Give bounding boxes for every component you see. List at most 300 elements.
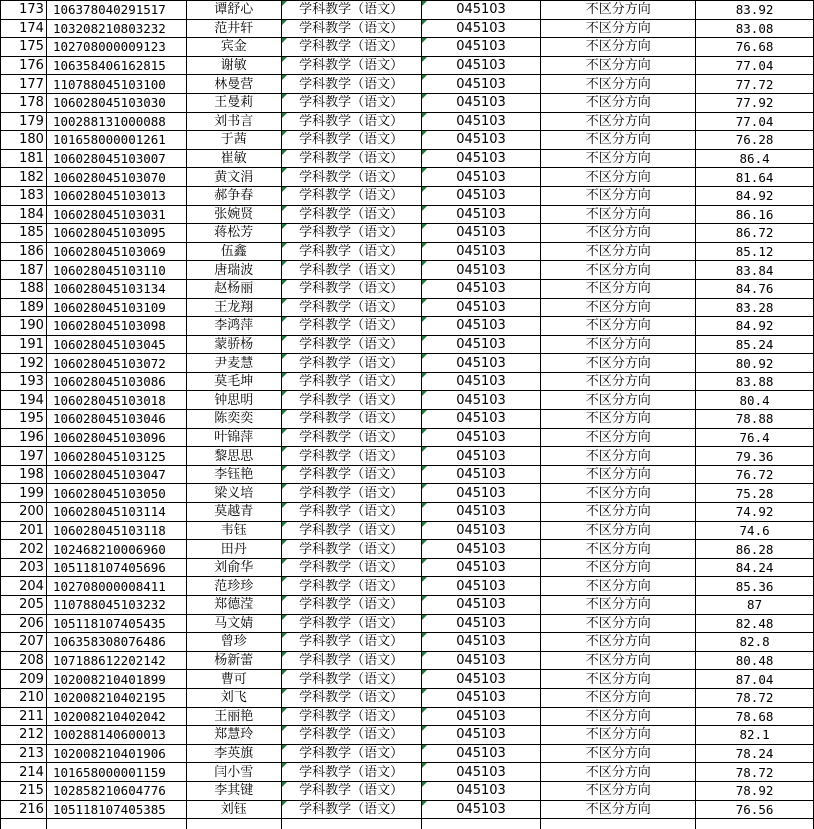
cell-major[interactable]: 学科教学（语文） [281, 131, 421, 150]
cell-direction[interactable]: 不区分方向 [541, 149, 696, 168]
cell-index[interactable]: 210 [1, 688, 47, 707]
cell-candidate-number[interactable]: 106028045103125 [46, 447, 186, 466]
cell-name[interactable]: 尹麦慧 [186, 354, 281, 373]
cell-candidate-number[interactable]: 106028045103047 [46, 465, 186, 484]
cell-index[interactable]: 176 [1, 56, 47, 75]
cell-major[interactable]: 学科教学（语文） [281, 726, 421, 745]
cell-index[interactable]: 194 [1, 391, 47, 410]
cell-score[interactable]: 83.84 [696, 261, 814, 280]
cell-major[interactable]: 学科教学（语文） [281, 242, 421, 261]
cell-direction[interactable]: 不区分方向 [541, 484, 696, 503]
cell-candidate-number[interactable]: 100288131000088 [46, 112, 186, 131]
cell-direction[interactable]: 不区分方向 [541, 391, 696, 410]
cell-major[interactable]: 学科教学（语文） [281, 558, 421, 577]
cell-direction[interactable]: 不区分方向 [541, 688, 696, 707]
cell-name[interactable]: 刘俞华 [186, 558, 281, 577]
cell-index[interactable]: 215 [1, 781, 47, 800]
cell-major[interactable]: 学科教学（语文） [281, 93, 421, 112]
cell-name[interactable]: 刘书言 [186, 112, 281, 131]
cell-major[interactable]: 学科教学（语文） [281, 614, 421, 633]
cell-major-code[interactable]: 045103 [421, 670, 541, 689]
cell-direction[interactable]: 不区分方向 [541, 447, 696, 466]
cell-candidate-number[interactable]: 106028045103070 [46, 168, 186, 187]
cell-major-code[interactable]: 045103 [421, 540, 541, 559]
cell-major[interactable]: 学科教学（语文） [281, 763, 421, 782]
cell-score[interactable]: 78.24 [696, 744, 814, 763]
cell-index[interactable]: 213 [1, 744, 47, 763]
cell-index[interactable]: 200 [1, 503, 47, 522]
cell-name[interactable]: 宾金 [186, 38, 281, 57]
cell-major[interactable]: 学科教学（语文） [281, 707, 421, 726]
cell-candidate-number[interactable]: 102008210401899 [46, 670, 186, 689]
cell-major[interactable]: 学科教学（语文） [281, 149, 421, 168]
cell-index[interactable]: 178 [1, 93, 47, 112]
cell-candidate-number[interactable]: 107188612202142 [46, 651, 186, 670]
cell-major[interactable]: 学科教学（语文） [281, 800, 421, 819]
cell-major[interactable]: 学科教学（语文） [281, 596, 421, 615]
cell-name[interactable]: 梁义培 [186, 484, 281, 503]
cell-index[interactable]: 196 [1, 428, 47, 447]
cell-index[interactable]: 179 [1, 112, 47, 131]
cell-major-code[interactable]: 045103 [421, 410, 541, 429]
cell-score[interactable]: 82.8 [696, 633, 814, 652]
cell-name[interactable]: 黄文涓 [186, 168, 281, 187]
cell-candidate-number[interactable]: 106028045103018 [46, 391, 186, 410]
cell-score[interactable]: 84.92 [696, 186, 814, 205]
cell-name[interactable]: 张婉贤 [186, 205, 281, 224]
cell-name[interactable]: 李英旗 [186, 744, 281, 763]
cell-index[interactable]: 192 [1, 354, 47, 373]
cell-major[interactable]: 学科教学（语文） [281, 112, 421, 131]
cell-candidate-number[interactable]: 110788045103100 [46, 75, 186, 94]
cell-index[interactable]: 185 [1, 224, 47, 243]
cell-major-code[interactable]: 045103 [421, 168, 541, 187]
cell-index[interactable]: 205 [1, 596, 47, 615]
cell-major-code[interactable]: 045103 [421, 503, 541, 522]
cell-major-code[interactable]: 045103 [421, 391, 541, 410]
cell-name[interactable]: 王曼莉 [186, 93, 281, 112]
cell-index[interactable]: 214 [1, 763, 47, 782]
cell-score[interactable]: 85.36 [696, 577, 814, 596]
cell-candidate-number[interactable]: 106028045103045 [46, 335, 186, 354]
cell-major[interactable]: 学科教学（语文） [281, 1, 421, 20]
cell-index[interactable]: 188 [1, 279, 47, 298]
cell-major-code[interactable]: 045103 [421, 428, 541, 447]
cell-name[interactable]: 郑德滢 [186, 596, 281, 615]
cell-major[interactable]: 学科教学（语文） [281, 391, 421, 410]
cell-name[interactable]: 杨新蕾 [186, 651, 281, 670]
cell-candidate-number[interactable]: 106358308076486 [46, 633, 186, 652]
cell-name[interactable]: 郑慧玲 [186, 726, 281, 745]
cell-candidate-number[interactable]: 102708000008411 [46, 577, 186, 596]
cell-score[interactable]: 78.72 [696, 763, 814, 782]
cell-name[interactable]: 李其键 [186, 781, 281, 800]
cell-candidate-number[interactable]: 106028045103072 [46, 354, 186, 373]
cell-direction[interactable]: 不区分方向 [541, 354, 696, 373]
cell-major[interactable]: 学科教学（语文） [281, 298, 421, 317]
cell-index[interactable]: 197 [1, 447, 47, 466]
cell-index[interactable]: 201 [1, 521, 47, 540]
cell-score[interactable]: 76.72 [696, 465, 814, 484]
cell-index[interactable]: 175 [1, 38, 47, 57]
cell-direction[interactable]: 不区分方向 [541, 1, 696, 20]
cell-score[interactable]: 78.88 [696, 410, 814, 429]
cell-major-code[interactable]: 045103 [421, 112, 541, 131]
cell-score[interactable]: 80.4 [696, 391, 814, 410]
cell-candidate-number[interactable]: 105118107405696 [46, 558, 186, 577]
cell-direction[interactable]: 不区分方向 [541, 465, 696, 484]
cell-direction[interactable]: 不区分方向 [541, 651, 696, 670]
cell-score[interactable]: 85.24 [696, 335, 814, 354]
cell-major-code[interactable]: 045103 [421, 465, 541, 484]
cell-score[interactable]: 85.12 [696, 242, 814, 261]
cell-major[interactable]: 学科教学（语文） [281, 168, 421, 187]
cell-name[interactable]: 赵杨丽 [186, 279, 281, 298]
cell-score[interactable]: 83.92 [696, 1, 814, 20]
cell-score[interactable]: 83.08 [696, 19, 814, 38]
cell-score[interactable]: 83.88 [696, 372, 814, 391]
cell-index[interactable]: 207 [1, 633, 47, 652]
cell-index[interactable]: 206 [1, 614, 47, 633]
cell-major-code[interactable]: 045103 [421, 614, 541, 633]
cell-direction[interactable]: 不区分方向 [541, 670, 696, 689]
cell-score[interactable]: 74.92 [696, 503, 814, 522]
cell-candidate-number[interactable]: 106028045103086 [46, 372, 186, 391]
cell-direction[interactable]: 不区分方向 [541, 279, 696, 298]
cell-direction[interactable]: 不区分方向 [541, 298, 696, 317]
cell-major[interactable]: 学科教学（语文） [281, 447, 421, 466]
cell-name[interactable]: 郝争春 [186, 186, 281, 205]
cell-name[interactable]: 黎思思 [186, 447, 281, 466]
cell-score[interactable]: 79.36 [696, 447, 814, 466]
cell-major-code[interactable]: 045103 [421, 298, 541, 317]
cell-direction[interactable]: 不区分方向 [541, 112, 696, 131]
cell-direction[interactable]: 不区分方向 [541, 335, 696, 354]
cell-name[interactable]: 崔敏 [186, 149, 281, 168]
cell-major[interactable]: 学科教学（语文） [281, 410, 421, 429]
cell-direction[interactable]: 不区分方向 [541, 75, 696, 94]
cell-candidate-number[interactable]: 102468210006960 [46, 540, 186, 559]
cell-score[interactable]: 81.64 [696, 168, 814, 187]
cell-index[interactable]: 191 [1, 335, 47, 354]
cell-major-code[interactable]: 045103 [421, 800, 541, 819]
cell-major-code[interactable]: 045103 [421, 279, 541, 298]
cell-name[interactable]: 范珍珍 [186, 577, 281, 596]
cell-score[interactable]: 77.72 [696, 75, 814, 94]
cell-name[interactable]: 范井轩 [186, 19, 281, 38]
cell-major[interactable]: 学科教学（语文） [281, 465, 421, 484]
cell-index[interactable]: 212 [1, 726, 47, 745]
cell-major-code[interactable]: 045103 [421, 75, 541, 94]
cell-direction[interactable]: 不区分方向 [541, 261, 696, 280]
cell-score[interactable]: 80.48 [696, 651, 814, 670]
cell-candidate-number[interactable]: 106028045103109 [46, 298, 186, 317]
cell-name[interactable]: 叶锦萍 [186, 428, 281, 447]
cell-candidate-number[interactable]: 102008210402195 [46, 688, 186, 707]
cell-score[interactable]: 76.4 [696, 428, 814, 447]
cell-direction[interactable]: 不区分方向 [541, 93, 696, 112]
cell-candidate-number[interactable]: 106028045103013 [46, 186, 186, 205]
cell-major[interactable]: 学科教学（语文） [281, 484, 421, 503]
cell-major[interactable]: 学科教学（语文） [281, 75, 421, 94]
cell-direction[interactable]: 不区分方向 [541, 633, 696, 652]
cell-direction[interactable]: 不区分方向 [541, 205, 696, 224]
cell-major-code[interactable]: 045103 [421, 131, 541, 150]
cell-score[interactable]: 77.92 [696, 93, 814, 112]
cell-major-code[interactable]: 045103 [421, 186, 541, 205]
cell-major-code[interactable]: 045103 [421, 335, 541, 354]
cell-direction[interactable]: 不区分方向 [541, 410, 696, 429]
cell-direction[interactable]: 不区分方向 [541, 596, 696, 615]
cell-name[interactable]: 钟思明 [186, 391, 281, 410]
cell-name[interactable]: 刘飞 [186, 688, 281, 707]
cell-candidate-number[interactable]: 106028045103096 [46, 428, 186, 447]
cell-index[interactable]: 198 [1, 465, 47, 484]
cell-major-code[interactable]: 045103 [421, 1, 541, 20]
cell-major[interactable]: 学科教学（语文） [281, 354, 421, 373]
cell-direction[interactable]: 不区分方向 [541, 224, 696, 243]
cell-name[interactable]: 莫越青 [186, 503, 281, 522]
cell-major-code[interactable]: 045103 [421, 224, 541, 243]
cell-candidate-number[interactable]: 106028045103046 [46, 410, 186, 429]
cell-direction[interactable]: 不区分方向 [541, 242, 696, 261]
cell-major[interactable]: 学科教学（语文） [281, 224, 421, 243]
cell-candidate-number[interactable]: 106028045103095 [46, 224, 186, 243]
cell-name[interactable]: 谭舒心 [186, 1, 281, 20]
cell-major[interactable]: 学科教学（语文） [281, 651, 421, 670]
cell-direction[interactable]: 不区分方向 [541, 372, 696, 391]
cell-major[interactable]: 学科教学（语文） [281, 205, 421, 224]
cell-direction[interactable]: 不区分方向 [541, 540, 696, 559]
cell-name[interactable]: 马文婧 [186, 614, 281, 633]
cell-major-code[interactable]: 045103 [421, 354, 541, 373]
cell-index[interactable]: 216 [1, 800, 47, 819]
cell-candidate-number[interactable]: 106028045103050 [46, 484, 186, 503]
cell-score[interactable]: 86.72 [696, 224, 814, 243]
cell-major-code[interactable]: 045103 [421, 317, 541, 336]
cell-index[interactable]: 180 [1, 131, 47, 150]
cell-index[interactable]: 173 [1, 1, 47, 20]
cell-major-code[interactable]: 045103 [421, 56, 541, 75]
cell-index[interactable]: 209 [1, 670, 47, 689]
cell-candidate-number[interactable]: 105118107405385 [46, 800, 186, 819]
cell-candidate-number[interactable]: 106028045103030 [46, 93, 186, 112]
cell-major[interactable]: 学科教学（语文） [281, 279, 421, 298]
cell-name[interactable]: 唐瑞波 [186, 261, 281, 280]
cell-name[interactable]: 伍鑫 [186, 242, 281, 261]
cell-direction[interactable]: 不区分方向 [541, 521, 696, 540]
cell-name[interactable]: 蒙骄杨 [186, 335, 281, 354]
cell-major-code[interactable]: 045103 [421, 205, 541, 224]
cell-name[interactable]: 韦钰 [186, 521, 281, 540]
cell-score[interactable]: 77.04 [696, 112, 814, 131]
cell-major-code[interactable]: 045103 [421, 149, 541, 168]
cell-direction[interactable]: 不区分方向 [541, 726, 696, 745]
cell-major[interactable]: 学科教学（语文） [281, 372, 421, 391]
cell-index[interactable]: 211 [1, 707, 47, 726]
cell-index[interactable]: 193 [1, 372, 47, 391]
cell-major-code[interactable]: 045103 [421, 521, 541, 540]
cell-major[interactable]: 学科教学（语文） [281, 335, 421, 354]
cell-candidate-number[interactable]: 105118107405435 [46, 614, 186, 633]
cell-direction[interactable]: 不区分方向 [541, 186, 696, 205]
cell-score[interactable]: 74.6 [696, 521, 814, 540]
cell-major[interactable]: 学科教学（语文） [281, 744, 421, 763]
cell-major[interactable]: 学科教学（语文） [281, 38, 421, 57]
cell-major-code[interactable]: 045103 [421, 651, 541, 670]
cell-score[interactable]: 87 [696, 596, 814, 615]
cell-index[interactable]: 195 [1, 410, 47, 429]
cell-index[interactable]: 202 [1, 540, 47, 559]
cell-major-code[interactable]: 045103 [421, 781, 541, 800]
cell-major-code[interactable]: 045103 [421, 19, 541, 38]
cell-name[interactable]: 谢敏 [186, 56, 281, 75]
cell-major[interactable]: 学科教学（语文） [281, 186, 421, 205]
cell-direction[interactable]: 不区分方向 [541, 19, 696, 38]
cell-index[interactable]: 204 [1, 577, 47, 596]
cell-name[interactable]: 王龙翔 [186, 298, 281, 317]
cell-score[interactable]: 87.04 [696, 670, 814, 689]
cell-major[interactable]: 学科教学（语文） [281, 781, 421, 800]
cell-direction[interactable]: 不区分方向 [541, 428, 696, 447]
cell-major[interactable]: 学科教学（语文） [281, 261, 421, 280]
cell-score[interactable]: 84.76 [696, 279, 814, 298]
cell-index[interactable]: 199 [1, 484, 47, 503]
cell-direction[interactable]: 不区分方向 [541, 577, 696, 596]
cell-major-code[interactable]: 045103 [421, 707, 541, 726]
cell-name[interactable]: 闫小雪 [186, 763, 281, 782]
cell-direction[interactable]: 不区分方向 [541, 800, 696, 819]
cell-name[interactable]: 刘钰 [186, 800, 281, 819]
cell-index[interactable]: 177 [1, 75, 47, 94]
cell-score[interactable]: 82.1 [696, 726, 814, 745]
cell-score[interactable]: 76.56 [696, 800, 814, 819]
cell-index[interactable]: 187 [1, 261, 47, 280]
cell-candidate-number[interactable]: 106028045103007 [46, 149, 186, 168]
cell-name[interactable]: 林曼营 [186, 75, 281, 94]
cell-candidate-number[interactable]: 100288140600013 [46, 726, 186, 745]
cell-index[interactable]: 189 [1, 298, 47, 317]
cell-major[interactable]: 学科教学（语文） [281, 428, 421, 447]
cell-major-code[interactable]: 045103 [421, 688, 541, 707]
cell-candidate-number[interactable]: 106028045103098 [46, 317, 186, 336]
cell-name[interactable]: 王丽艳 [186, 707, 281, 726]
cell-score[interactable]: 80.92 [696, 354, 814, 373]
cell-candidate-number[interactable]: 102008210401906 [46, 744, 186, 763]
cell-direction[interactable]: 不区分方向 [541, 781, 696, 800]
cell-index[interactable]: 182 [1, 168, 47, 187]
cell-major[interactable]: 学科教学（语文） [281, 688, 421, 707]
cell-major[interactable]: 学科教学（语文） [281, 540, 421, 559]
cell-score[interactable]: 76.68 [696, 38, 814, 57]
cell-major[interactable]: 学科教学（语文） [281, 19, 421, 38]
cell-major-code[interactable]: 045103 [421, 242, 541, 261]
cell-major-code[interactable]: 045103 [421, 577, 541, 596]
cell-score[interactable]: 78.92 [696, 781, 814, 800]
cell-candidate-number[interactable]: 103208210803232 [46, 19, 186, 38]
cell-index[interactable]: 183 [1, 186, 47, 205]
cell-major[interactable]: 学科教学（语文） [281, 577, 421, 596]
cell-score[interactable]: 78.68 [696, 707, 814, 726]
cell-direction[interactable]: 不区分方向 [541, 168, 696, 187]
cell-major-code[interactable]: 045103 [421, 596, 541, 615]
cell-direction[interactable]: 不区分方向 [541, 707, 696, 726]
cell-index[interactable]: 208 [1, 651, 47, 670]
cell-major[interactable]: 学科教学（语文） [281, 521, 421, 540]
cell-score[interactable]: 77.04 [696, 56, 814, 75]
cell-name[interactable]: 莫毛坤 [186, 372, 281, 391]
cell-candidate-number[interactable]: 106028045103069 [46, 242, 186, 261]
cell-name[interactable]: 李鸿萍 [186, 317, 281, 336]
cell-direction[interactable]: 不区分方向 [541, 744, 696, 763]
cell-candidate-number[interactable]: 106028045103118 [46, 521, 186, 540]
cell-major[interactable]: 学科教学（语文） [281, 56, 421, 75]
cell-candidate-number[interactable]: 106028045103134 [46, 279, 186, 298]
cell-score[interactable]: 86.16 [696, 205, 814, 224]
cell-direction[interactable]: 不区分方向 [541, 614, 696, 633]
cell-score[interactable]: 83.28 [696, 298, 814, 317]
cell-candidate-number[interactable]: 102858210604776 [46, 781, 186, 800]
cell-direction[interactable]: 不区分方向 [541, 763, 696, 782]
cell-major-code[interactable]: 045103 [421, 38, 541, 57]
cell-score[interactable]: 84.24 [696, 558, 814, 577]
cell-major-code[interactable]: 045103 [421, 93, 541, 112]
cell-score[interactable]: 76.28 [696, 131, 814, 150]
cell-name[interactable]: 曾珍 [186, 633, 281, 652]
cell-candidate-number[interactable]: 106028045103114 [46, 503, 186, 522]
cell-major-code[interactable]: 045103 [421, 372, 541, 391]
cell-major-code[interactable]: 045103 [421, 633, 541, 652]
cell-candidate-number[interactable]: 106378040291517 [46, 1, 186, 20]
cell-score[interactable]: 84.92 [696, 317, 814, 336]
cell-direction[interactable]: 不区分方向 [541, 317, 696, 336]
cell-direction[interactable]: 不区分方向 [541, 503, 696, 522]
cell-name[interactable]: 田丹 [186, 540, 281, 559]
cell-major[interactable]: 学科教学（语文） [281, 503, 421, 522]
cell-candidate-number[interactable]: 106358406162815 [46, 56, 186, 75]
cell-major-code[interactable]: 045103 [421, 484, 541, 503]
cell-name[interactable]: 李钰艳 [186, 465, 281, 484]
cell-score[interactable]: 82.48 [696, 614, 814, 633]
cell-direction[interactable]: 不区分方向 [541, 38, 696, 57]
cell-score[interactable]: 86.4 [696, 149, 814, 168]
cell-index[interactable]: 181 [1, 149, 47, 168]
cell-direction[interactable]: 不区分方向 [541, 56, 696, 75]
cell-candidate-number[interactable]: 106028045103110 [46, 261, 186, 280]
cell-major-code[interactable]: 045103 [421, 558, 541, 577]
cell-direction[interactable]: 不区分方向 [541, 131, 696, 150]
cell-major[interactable]: 学科教学（语文） [281, 317, 421, 336]
cell-major[interactable]: 学科教学（语文） [281, 633, 421, 652]
cell-score[interactable]: 75.28 [696, 484, 814, 503]
cell-major-code[interactable]: 045103 [421, 261, 541, 280]
cell-candidate-number[interactable]: 110788045103232 [46, 596, 186, 615]
cell-score[interactable]: 86.28 [696, 540, 814, 559]
cell-name[interactable]: 曹可 [186, 670, 281, 689]
cell-index[interactable]: 174 [1, 19, 47, 38]
cell-direction[interactable]: 不区分方向 [541, 558, 696, 577]
cell-name[interactable]: 蒋松芳 [186, 224, 281, 243]
cell-index[interactable]: 184 [1, 205, 47, 224]
cell-index[interactable]: 186 [1, 242, 47, 261]
cell-major-code[interactable]: 045103 [421, 744, 541, 763]
cell-score[interactable]: 78.72 [696, 688, 814, 707]
cell-major[interactable]: 学科教学（语文） [281, 670, 421, 689]
cell-candidate-number[interactable]: 102008210402042 [46, 707, 186, 726]
cell-major-code[interactable]: 045103 [421, 726, 541, 745]
cell-candidate-number[interactable]: 106028045103031 [46, 205, 186, 224]
cell-major-code[interactable]: 045103 [421, 763, 541, 782]
